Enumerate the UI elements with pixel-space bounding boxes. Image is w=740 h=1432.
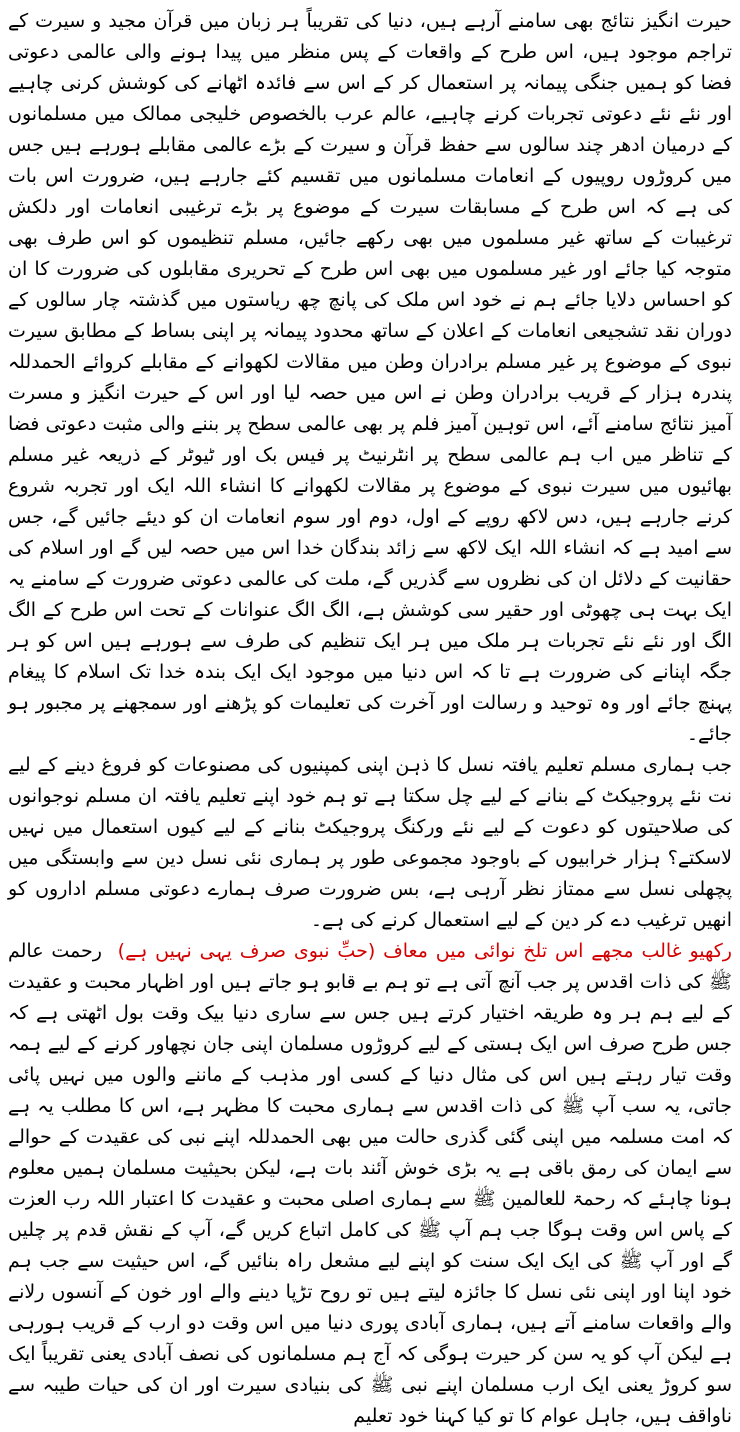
paragraph-love-of-prophet (8, 936, 732, 1432)
paragraph-continuation: رحمت عالم ﷺ کی ذات اقدس پر جب آنچ آتی ہے تو ہم بے قابو ہو جاتے ہیں اور اظہار محبت و عقیدت کے لیے ہم ہر وہ طریقہ اختیار کرتے ہیں جس سے ساری دنیا بیک وقت بول اٹھتی ہے کہ جس طرح صرف اس ایک ہستی کے لیے کروڑوں مسلمان اپنی جان نچھاور کرنے کے لیے ہمہ وقت تیار رہتے ہیں اس کی مثال دنیا کے کسی اور مذہب کے ماننے والوں میں نہیں پائی جاتی، یہ سب آپ ﷺ کی ذات اقدس سے ہماری محبت کا مظہر ہے، اس کا مطلب یہ ہے کہ امت مسلمہ میں اپنی گئی گذری حالت میں بھی الحمدللہ اپنے نبی کی عقیدت کے حوالے سے ایمان کی رمق باقی ہے یہ بڑی خوش آئند بات ہے، لیکن بحیثیت مسلمان ہمیں معلوم ہونا چاہئے کہ رحمۃ للعالمین ﷺ سے ہماری اصلی محبت و عقیدت کا اعتبار اللہ رب العزت کے پاس اس وقت ہوگا جب ہم آپ ﷺ کی کامل اتباع کریں گے، آپ کے نقش قدم پر چلیں گے اور آپ ﷺ کی ایک ایک سنت کو اپنے لیے مشعل راہ بنائیں گے، اس حیثیت سے جب ہم خود اپنا اور اپنی نئی نسل کا جائزہ لیتے ہیں تو روح تڑپا دینے والے اور خون کے آنسوں رلانے والے واقعات سامنے آتے ہیں، ہماری آبادی پوری دنیا میں اس وقت دو ارب کے قریب ہورہی ہے لیکن آپ کو یہ سن کر حیرت ہوگی کہ آج ہم مسلمانوں کی نصف آبادی یعنی تقریباً ایک سو کروڑ یعنی ایک ارب مسلمان اپنے نبی ﷺ کی بنیادی سیرت اور ان کی حیات طیبہ سے ناواقف ہیں، جاہل عوام کا تو کیا کہنا خود تعلیم (8, 940, 732, 1427)
paragraph-dawah-contests: حیرت انگیز نتائج بھی سامنے آرہے ہیں، دنیا کی تقریباً ہر زبان میں قرآن مجید و سیرت کے تراجم موجود ہیں، اس طرح کے واقعات کے پس منظر میں پیدا ہونے والی عالمی دعوتی فضا کو ہمیں جنگی پیمانہ پر استعمال کر کے اس سے فائدہ اٹھانے کی کوشش کرنی چاہیے اور نئے نئے دعوتی تجربات کرنے چاہیے، عالم عرب بالخصوص خلیجی ممالک میں مسلمانوں کے درمیان ادھر چند سالوں سے حفظ قرآن و سیرت کے بڑے عالمی مقابلے ہورہے ہیں جس میں کروڑوں روپیوں کے انعامات مسلمانوں میں تقسیم کئے جارہے ہیں، ضرورت اس بات کی ہے کہ اس طرح کے مسابقات سیرت کے موضوع پر بڑے ترغیبی انعامات اور دلکش ترغیبات کے ساتھ غیر مسلموں میں بھی رکھے جائیں، مسلم تنظیموں کو اس طرف بھی متوجہ کیا جائے اور غیر مسلموں میں بھی اس طرح کے تحریری مقابلوں کی ضرورت کا ان کو احساس دلایا جائے ہم نے خود اس ملک کی پانچ چھ ریاستوں میں گذشتہ چار سالوں کے دوران نقد تشجیعی انعامات کے اعلان کے ساتھ محدود پیمانہ پر اپنی بساط کے مطابق سیرت نبوی کے موضوع پر غیر مسلم برادران وطن میں مقالات لکھوانے کے مقابلے کروائے الحمدللہ پندرہ ہزار کے قریب برادران وطن نے اس میں حصہ لیا اور اس کے حیرت انگیز و مسرت آمیز نتائج سامنے آئے، اس توہین آمیز فلم پر بھی عالمی سطح پر بننے والی مثبت دعوتی فضا کے تناظر میں اب ہم عالمی سطح پر انٹرنیٹ پر فیس بک اور ٹیوٹر کے ذریعہ غیر مسلم بھائیوں میں سیرت نبوی کے موضوع پر مقالات لکھوانے کا انشاء اللہ ایک اور تجربہ شروع کرنے جارہے ہیں، دس لاکھ روپے کے اول، دوم اور سوم انعامات ان کو دیئے جائیں گے، جس سے امید ہے کہ انشاء اللہ ایک لاکھ سے زائد بندگان خدا اس میں حصہ لیں گے اور اسلام کی حقانیت کے دلائل ان کی نظروں سے گذریں گے، ملت کی عالمی دعوتی ضرورت کے سامنے یہ ایک بہت ہی چھوٹی اور حقیر سی کوشش ہے، الگ الگ عنوانات کے تحت اس طرح کے الگ الگ اور نئے نئے تجربات ہر ملک میں ہر ایک تنظیم کی طرف سے ہورہے ہیں اس کو ہر جگہ اپنانے کی ضرورت ہے تا کہ اس دنیا میں موجود ایک ایک بندہ خدا تک اسلام کا پیغام پہنچ جائے اور وہ توحید و رسالت اور آخرت کی تعلیمات کو پڑھنے اور سمجھنے پر مجبور ہو جائے۔ (8, 10, 732, 745)
highlighted-verse: رکھیو غالب مجھے اس تلخ نوائی میں معاف (حبِّ نبوی صرف یہی نہیں ہے) (117, 940, 732, 962)
paragraph-educated-youth: جب ہماری مسلم تعلیم یافتہ نسل کا ذہن اپنی کمپنیوں کی مصنوعات کو فروغ دینے کے لیے نت نئے پروجیکٹ کے بنانے کے لیے چل سکتا ہے تو ہم خود اپنے تعلیم یافتہ ان مسلم نوجوانوں کی صلاحیتوں کو دعوت کے لیے نئے ورکنگ پروجیکٹ بنانے کے لیے کیوں استعمال میں نہیں لاسکتے؟ ہزار خرابیوں کے باوجود مجموعی طور پر ہماری نئی نسل دین سے وابستگی میں پچھلی نسل سے ممتاز نظر آرہی ہے، بس ضرورت صرف ہمارے دعوتی مسلم اداروں کو انھیں ترغیب دے کر دین کے لیے استعمال کرنے کی ہے۔ (8, 754, 732, 931)
